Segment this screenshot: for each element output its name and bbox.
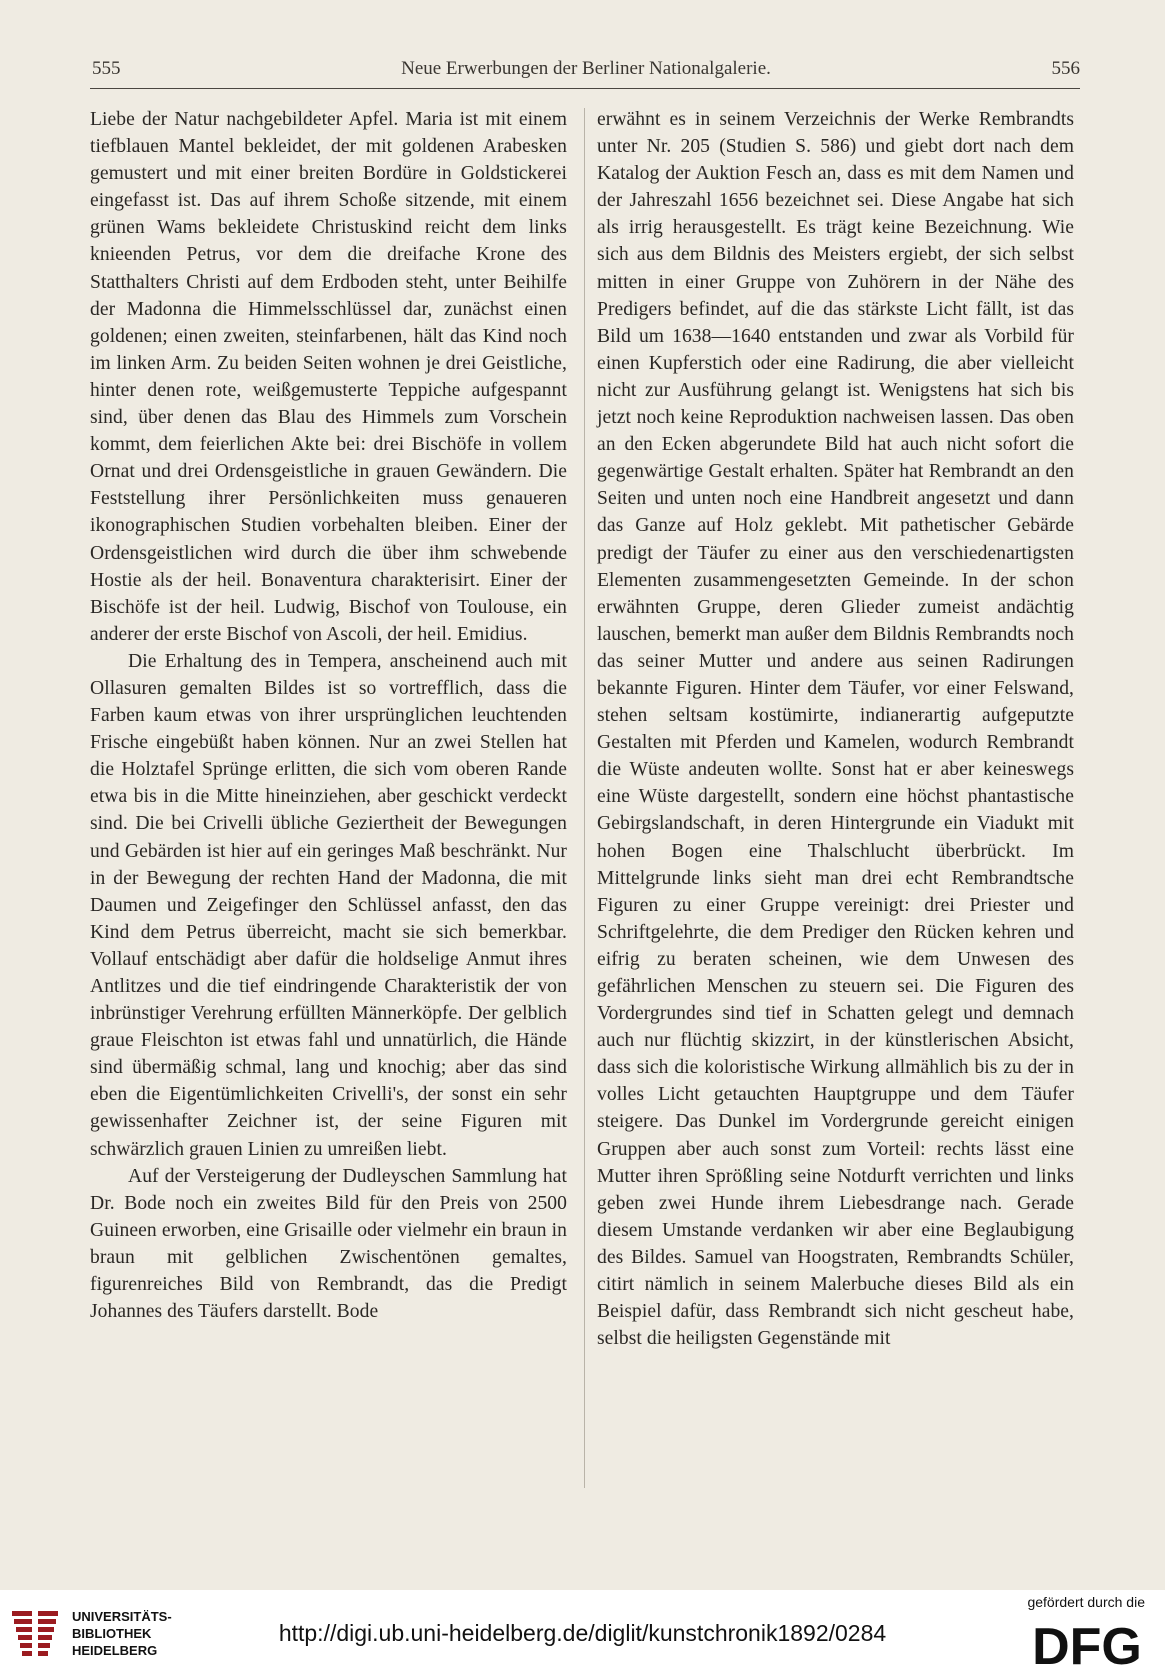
- page-header: [92, 58, 1080, 86]
- column-divider: [584, 108, 585, 1488]
- paragraph: Auf der Versteigerung der Dudleyschen Sammlung hat Dr. Bode noch ein zweites Bild für den Preis von 2500 Guineen erworben, eine Grisaille oder vielmehr ein braun in braun mit gelblichen Zwischentönen gemaltes, figurenreiches Bild von Rembrandt, das die Predigt Johannes des Täufers darstellt. Bode: [90, 1165, 567, 1323]
- dfg-logo-icon: [1030, 1614, 1145, 1672]
- running-title: Neue Erwerbungen der Berliner Nationalgalerie.: [401, 58, 771, 79]
- paragraph: Liebe der Natur nachgebildeter Apfel. Maria ist mit einem tiefblauen Mantel bekleidet, der mit goldenen Arabesken gemustert und mit einer breiten Bordüre in Goldstickerei eingefasst ist. Das auf ihrem Schoße sitzende, mit einem grünen Wams bekleidete Christuskind reicht dem links knieenden Petrus, vor dem die dreifache Krone des Statthalters Christi auf dem Erdboden steht, unter Beihilfe der Madonna die Himmelsschlüssel dar, zunächst einen goldenen; einen zweiten, steinfarbenen, hält das Kind noch im linken Arm. Zu beiden Seiten wohnen je drei Geistliche, hinter denen rote, weißgemusterte Teppiche aufgespannt sind, über denen das Blau des Himmels zum Vorschein kommt, dem feierlichen Akte bei: drei Bischöfe in vollem Ornat und drei Ordensgeistliche in grauen Gewändern. Die Feststellung ihrer Persönlichkeiten muss genaueren ikonographischen Studien vorbehalten bleiben. Einer der Ordensgeistlichen wird durch die über ihm schwebende Hostie als der heil. Bonaventura charakterisirt. Einer der Bischöfe ist der heil. Ludwig, Bischof von Toulouse, ein anderer der erste Bischof von Ascoli, der heil. Emidius.: [90, 109, 567, 645]
- dfg-logo-text: DFG: [1032, 1618, 1142, 1672]
- paragraph: erwähnt es in seinem Verzeichnis der Werke Rembrandts unter Nr. 205 (Studien S. 586) und giebt dort nach dem Katalog der Auktion Fesch an, dass es mit dem Namen und der Jahreszahl 1656 bezeichnet sei. Diese Angabe hat sich als irrig herausgestellt. Es trägt keine Bezeichnung. Wie sich aus dem Bildnis des Meisters ergiebt, der sich selbst mitten in einer Gruppe von Zuhörern in der Nähe des Predigers befindet, auf die das stärkste Licht fällt, ist das Bild um 1638—1640 entstanden und zwar als Vorbild für einen Kupferstich oder eine Radirung, die aber vielleicht nicht zur Ausführung gelangt ist. Wenigstens hat sich bis jetzt noch keine Reproduktion nachweisen lassen. Das oben an den Ecken abgerundete Bild hat auch nicht sofort die gegenwärtige Gestalt erhalten. Später hat Rembrandt an den Seiten und unten noch eine Handbreit angesetzt und dann das Ganze auf Holz geklebt. Mit pathetischer Gebärde predigt der Täufer zu einer aus den verschiedenartigsten Elementen zusammengesetzten Gemeinde. In der schon erwähnten Gruppe, deren Glieder zumeist andächtig lauschen, bemerkt man außer dem Bildnis Rembrandts noch das seiner Mutter und andere aus seinen Radirungen bekannte Figuren. Hinter dem Täufer, vor einer Felswand, stehen seltsam kostümirte, indianerartig aufgeputzte Gestalten mit Pferden und Kamelen, wodurch Rembrandt die Wüste andeuten wollte. Sonst hat er aber keineswegs eine Wüste dargestellt, sondern eine höchst phantastische Gebirgslandschaft, in deren Hintergrunde ein Viadukt mit hohen Bogen eine Thalschlucht überbrückt. Im Mittelgrunde links sieht man drei echt Rembrandtsche Figuren zu einer Gruppe vereinigt: drei Priester und Schriftgelehrte, die dem Prediger den Rücken kehren und eifrig zu beraten scheinen, wie dem Unwesen des gefährlichen Menschen zu steuern sei. Die Figuren des Vordergrundes sind tief in Schatten gelegt und demnach auch nur flüchtig skizzirt, in der künstlerischen Absicht, dass sich die koloristische Wirkung allmählich bis zu der in volles Licht getauchten Hauptgruppe und dem Täufer steigere. Das Dunkel im Vordergrunde gereicht einigen Gruppen aber auch sonst zum Vorteil: rechts lässt eine Mutter ihren Sprößling seine Notdurft verrichten und links geben zwei Hunde ihrem Liebesdrange nach. Gerade diesem Umstande verdanken wir aber eine Beglaubigung des Bildes. Samuel van Hoogstraten, Rembrandts Schüler, citirt nämlich in seinem Malerbuche dieses Bild als ein Beispiel dafür, dass Rembrandt sich nicht gescheut habe, selbst die heiligsten Gegenstände mit: [597, 109, 1074, 1350]
- header-rule: [90, 88, 1080, 89]
- sponsor-caption: gefördert durch die: [1027, 1594, 1145, 1610]
- right-column: [597, 106, 1074, 1352]
- paragraph: Die Erhaltung des in Tempera, anscheinend auch mit Ollasuren gemalten Bildes ist so vortrefflich, dass die Farben kaum etwas von ihrer ursprünglichen leuchtenden Frische eingebüßt haben können. Nur an zwei Stellen hat die Holztafel Sprünge erlitten, die sich vom oberen Rande etwa bis in die Mitte hineinziehen, aber geschickt verdeckt sind. Die bei Crivelli übliche Geziertheit der Bewegungen und Gebärden ist hier auf ein geringes Maß beschränkt. Nur in der Bewegung der rechten Hand der Madonna, die mit Daumen und Zeigefinger den Schlüssel anfasst, den das Kind dem Petrus überreicht, macht sie sich bemerkbar. Vollauf entschädigt aber dafür die holdselige Anmut ihres Antlitzes und die tief eindringende Charakteristik der von inbrünstiger Verehrung erfüllten Männerköpfe. Der gelblich graue Fleischton ist etwas fahl und unnatürlich, die Hände sind übermäßig schmal, lang und knochig; aber das sind eben die Eigentümlichkeiten Crivelli's, der sonst ein sehr gewissenhafter Zeichner ist, der seine Figuren mit schwärzlich grauen Linien zu umreißen liebt.: [90, 650, 567, 1160]
- permalink-url[interactable]: http://digi.ub.uni-heidelberg.de/diglit/kunstchronik1892/0284: [278, 1620, 887, 1646]
- library-name: UNIVERSITÄTS- BIBLIOTHEK HEIDELBERG: [72, 1609, 172, 1658]
- digitization-footer: [0, 1590, 1165, 1678]
- left-column: [90, 106, 567, 1325]
- page-number-right: 556: [1051, 58, 1080, 79]
- page-number-left: 555: [92, 58, 121, 79]
